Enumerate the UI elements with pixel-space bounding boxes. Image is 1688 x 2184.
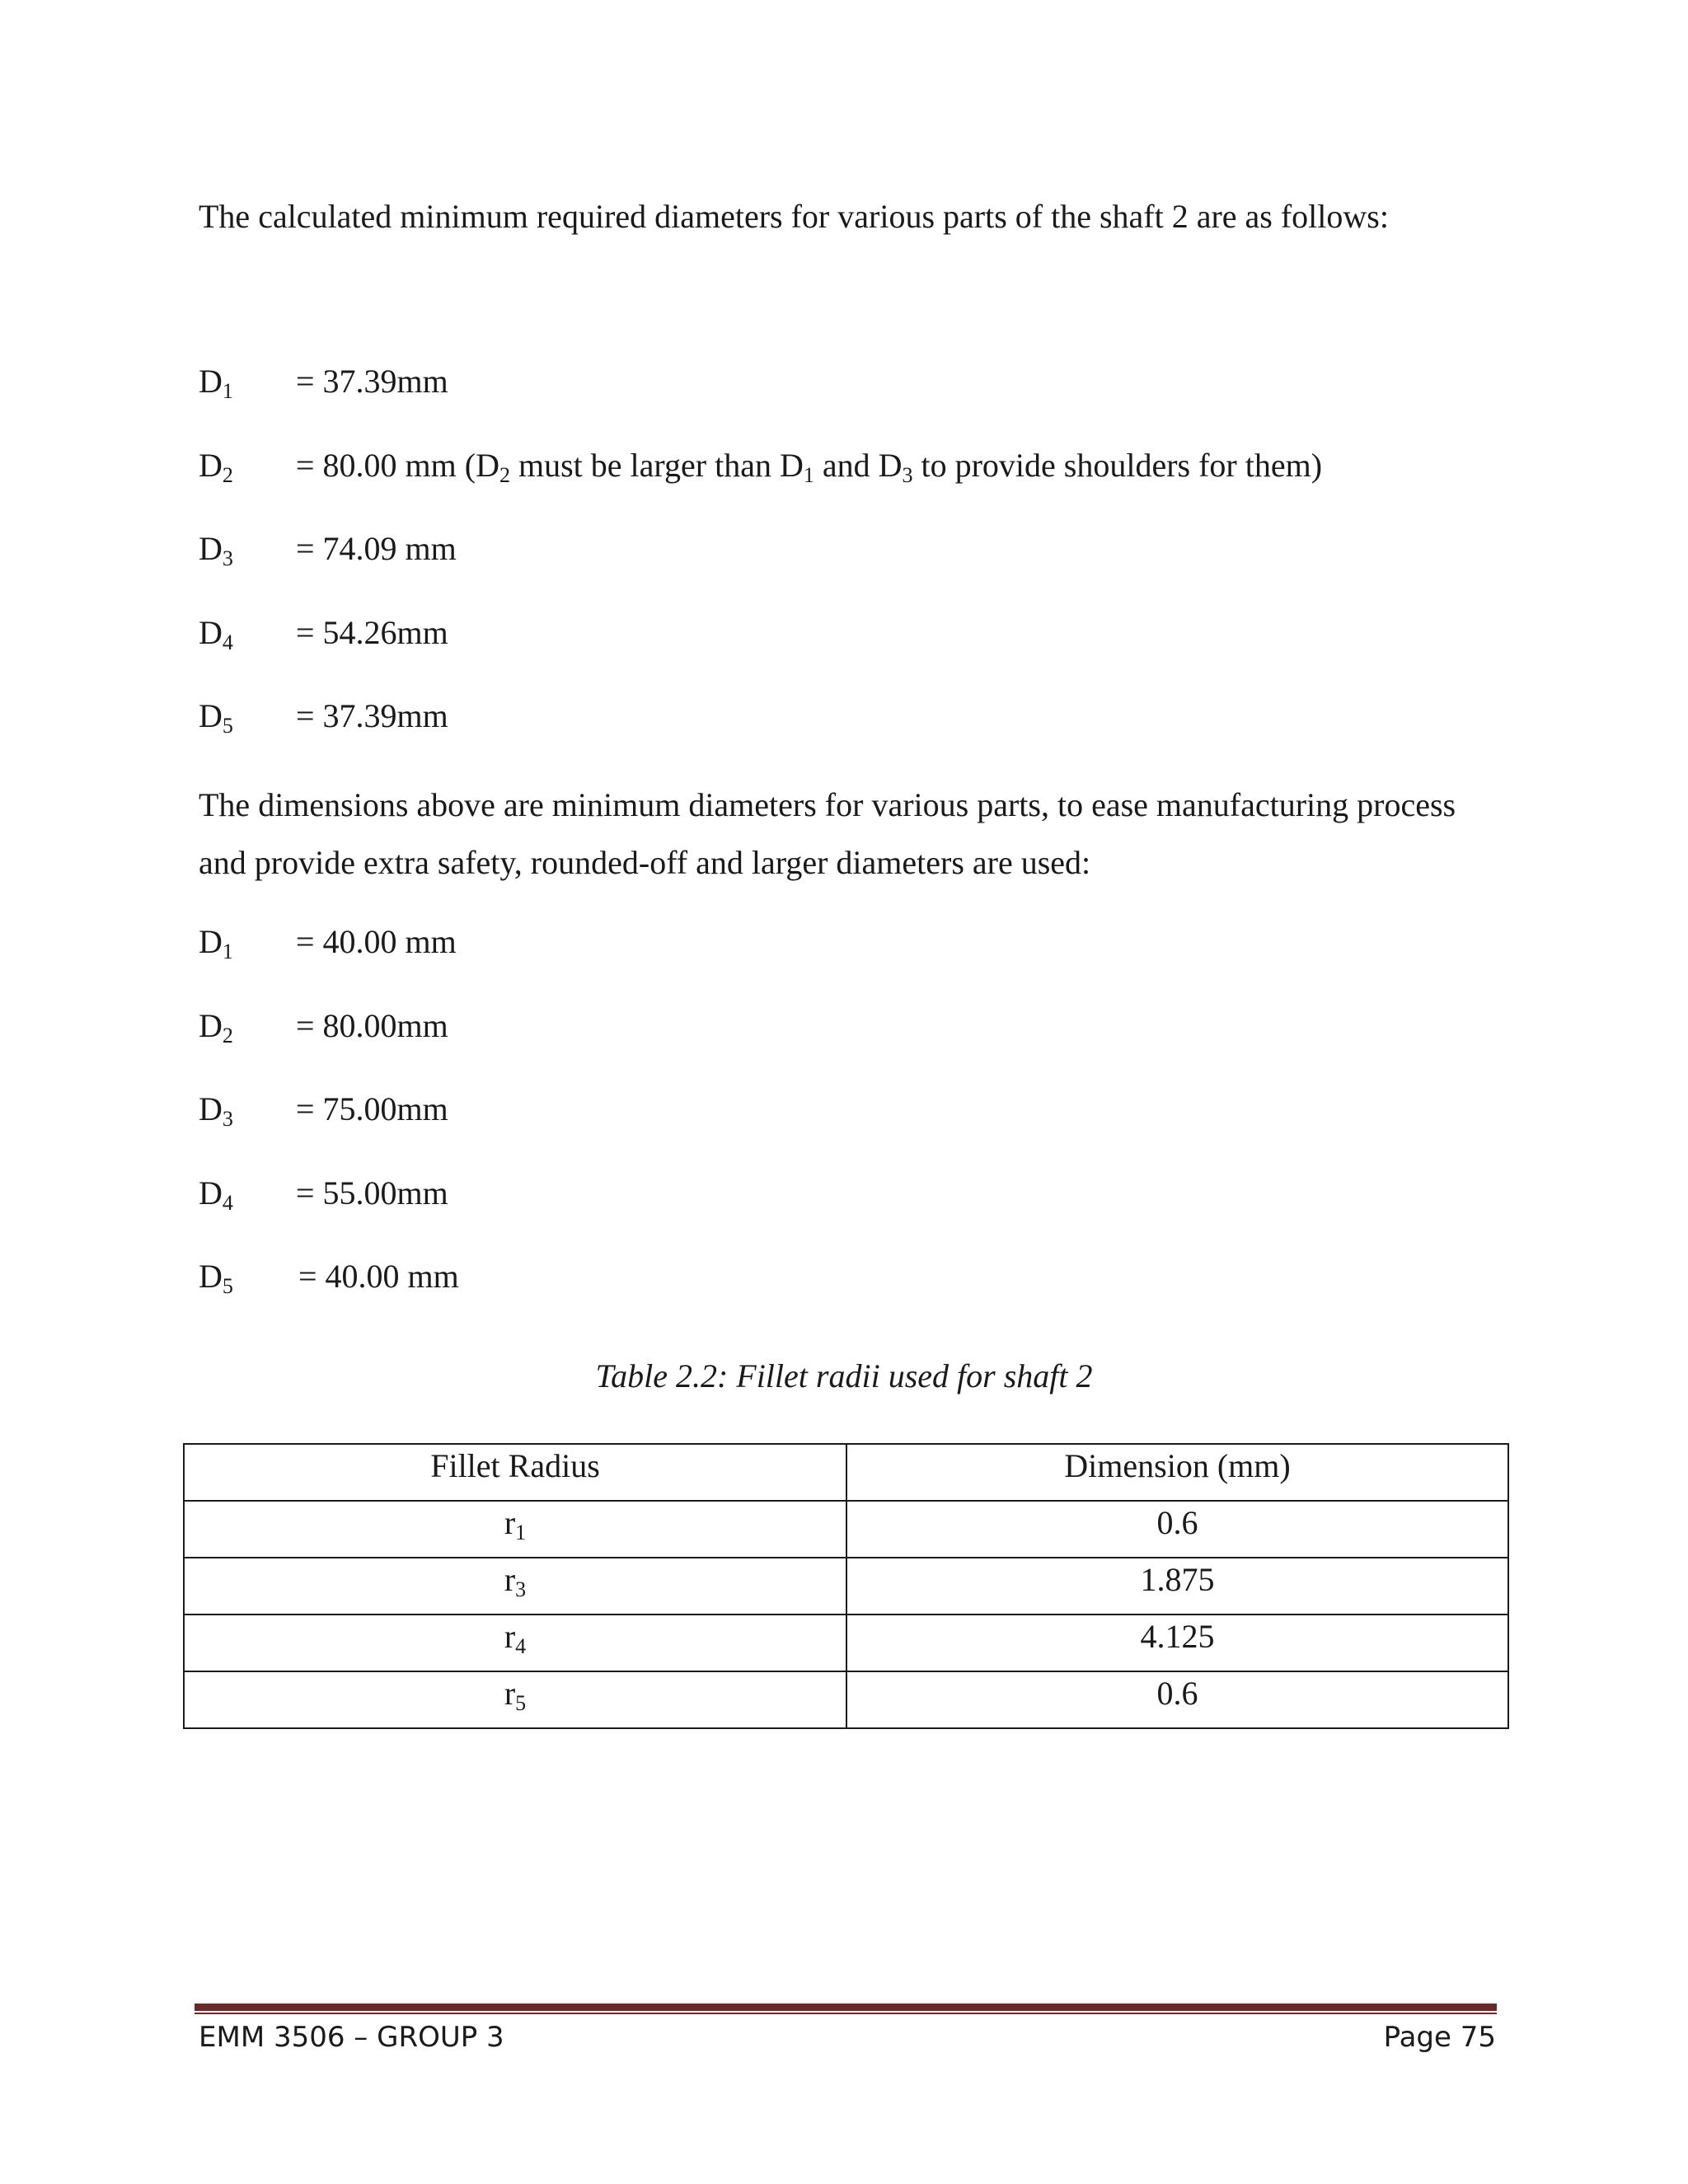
diameter-value: = 80.00 mm ($D_2$ must be larger than $D_1$ and $D_3$ to provide shoulders for them): [296, 447, 1323, 487]
table-row: [184, 1671, 1508, 1728]
diameter-symbol: $D_4$: [199, 1174, 233, 1215]
diameter-symbol: $D_1$: [199, 363, 233, 403]
diameter-value: = 75.00mm: [296, 1090, 448, 1127]
intro-paragraph: The calculated minimum required diameters for various parts of the shaft 2 are as follows:: [199, 198, 1389, 235]
diameter-value: = 37.39mm: [296, 697, 448, 734]
diameter-symbol: $D_4$: [199, 614, 233, 654]
diameter-value: = 40.00 mm: [296, 923, 457, 960]
table-row: [184, 1501, 1508, 1558]
diameter-symbol: $D_3$: [199, 530, 233, 570]
diameter-value: = 54.26mm: [296, 614, 448, 651]
diameter-value: = 74.09 mm: [296, 530, 457, 567]
diameter-symbol: $D_3$: [199, 1090, 233, 1131]
table-row: [184, 1558, 1508, 1615]
explanation-paragraph: The dimensions above are minimum diameters for various parts, to ease manufacturing process and provide extra safety, rounded-off and larger diameters are used:: [199, 786, 1456, 881]
table-cell-dimension: 0.6: [846, 1501, 1508, 1558]
table-caption: Table 2.2: Fillet radii used for shaft 2: [595, 1357, 1093, 1394]
table-cell-radius: $r_1$: [184, 1501, 846, 1558]
table-cell-radius: $r_5$: [184, 1671, 846, 1728]
diameter-symbol: $D_1$: [199, 923, 233, 963]
fillet-radii-table: [183, 1443, 1509, 1729]
diameter-symbol: $D_2$: [199, 1007, 233, 1047]
footer-course-label: EMM 3506 – GROUP 3: [199, 2021, 504, 2054]
diameter-value: = 40.00 mm: [298, 1258, 459, 1295]
table-cell-radius: $r_3$: [184, 1558, 846, 1615]
table-header-cell: Fillet Radius: [184, 1444, 846, 1501]
diameter-value: = 80.00mm: [296, 1007, 448, 1044]
table-header-cell: Dimension (mm): [846, 1444, 1508, 1501]
table-header-row: [184, 1444, 1508, 1501]
diameter-value: = 37.39mm: [296, 363, 448, 400]
diameter-symbol: $D_5$: [199, 697, 233, 738]
diameter-value: = 55.00mm: [296, 1174, 448, 1212]
table-cell-radius: $r_4$: [184, 1615, 846, 1671]
table-cell-dimension: 0.6: [846, 1671, 1508, 1728]
table-cell-dimension: 4.125: [846, 1615, 1508, 1671]
page-number: Page 75: [1383, 2021, 1496, 2054]
footer-divider: [195, 2004, 1497, 2011]
diameter-symbol: $D_5$: [199, 1258, 233, 1298]
diameter-symbol: $D_2$: [199, 447, 233, 487]
table-row: [184, 1615, 1508, 1671]
table-cell-dimension: 1.875: [846, 1558, 1508, 1615]
footer-divider-thin: [195, 2013, 1497, 2014]
